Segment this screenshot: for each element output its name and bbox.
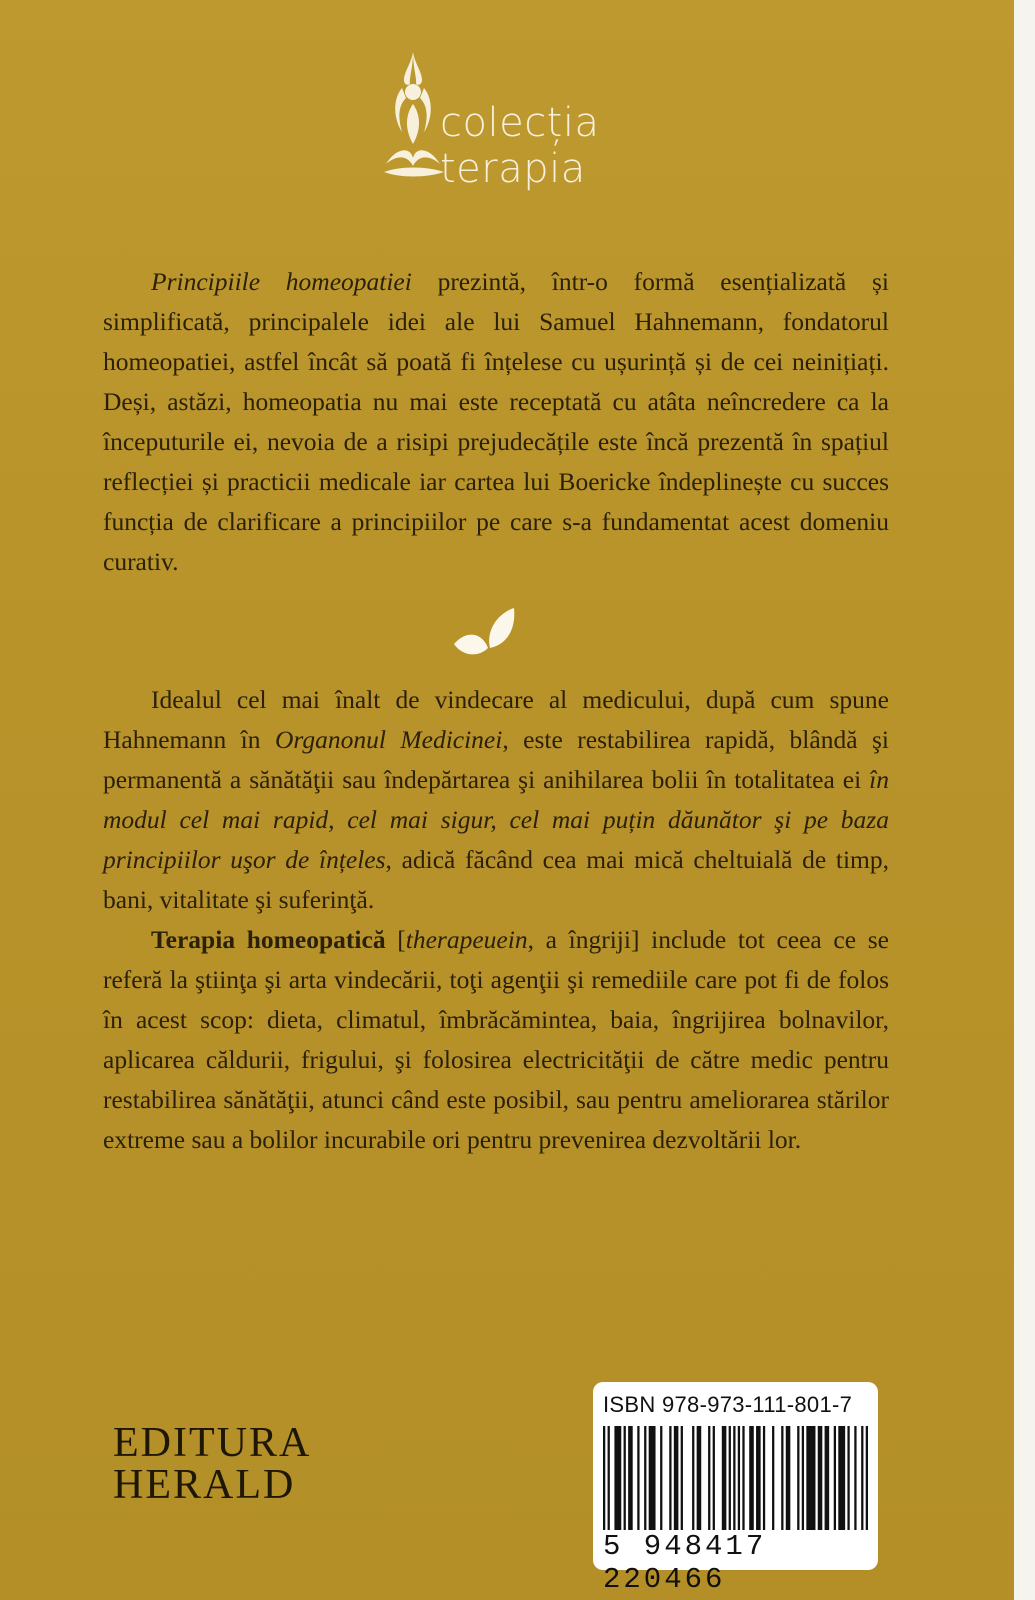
barcode-bar xyxy=(681,1426,683,1530)
barcode-bar xyxy=(847,1426,849,1530)
barcode-bar xyxy=(742,1426,744,1530)
barcode-bar xyxy=(644,1426,646,1530)
barcode-bar xyxy=(756,1426,761,1530)
barcode-bar xyxy=(786,1426,791,1530)
barcode-bar xyxy=(628,1426,633,1530)
collection-logo xyxy=(380,48,640,208)
barcode-bar xyxy=(802,1426,804,1530)
publisher-name xyxy=(113,1422,311,1506)
barcode-bar xyxy=(866,1426,868,1530)
ideal-paragraph: Idealul cel mai înalt de vindecare al medicului, după cum spune Hahnemann în Organonul Medicinei, este restabilirea rapidă, blândă şi permanentă a sănătăţii sau îndepărtarea şi anihilarea bolii în totalitatea ei în modul cel mai rapid, cel mai sigur, cel mai puțin dăunător şi pe baza principiilor uşor de înțeles, adică făcând cea mai mică cheltuială de timp, bani, vitalitate şi suferinţă. xyxy=(103,685,889,914)
intro-paragraph xyxy=(103,262,889,582)
barcode-bar xyxy=(797,1426,799,1530)
leaf-ornament-icon xyxy=(452,604,522,662)
barcode-bar xyxy=(608,1426,610,1530)
book-title: Principiile homeopatiei xyxy=(151,267,412,296)
barcode-bar xyxy=(749,1426,754,1530)
barcode-bar xyxy=(763,1426,765,1530)
logo-text xyxy=(440,100,600,192)
organon-title: Organonul Medicinei xyxy=(274,725,503,754)
barcode-bar xyxy=(649,1426,656,1530)
barcode-bar xyxy=(834,1426,836,1530)
barcode-bar xyxy=(806,1426,815,1530)
barcode-bar xyxy=(781,1426,783,1530)
barcode-bar xyxy=(825,1426,830,1530)
barcode-bar xyxy=(729,1426,731,1530)
description-paragraphs xyxy=(103,680,889,1160)
barcode-bar xyxy=(674,1426,679,1530)
logo-line-2: terapia xyxy=(440,146,586,192)
barcode-bar xyxy=(861,1426,863,1530)
page-edge xyxy=(1014,0,1035,1600)
barcode-bar xyxy=(669,1426,671,1530)
barcode-bar xyxy=(708,1426,710,1530)
barcode-bar xyxy=(838,1426,845,1530)
therapy-paragraph: Terapia homeopatică [therapeuein, a îngriji] include tot ceea ce se referă la ştiinţa şi arta vindecării, toţi agenţii şi remediile care pot fi de folos în acest scop: dieta, climatul, îmbrăcămintea, baia, îngrijirea bolnavilor, aplicarea căldurii, frigului, şi folosirea electricităţii de către medic pentru restabilirea sănătăţii, atunci când este posibil, sau pentru ameliorarea stărilor extreme sau a bolilor incurabile ori pentru prevenirea dezvoltării lor. xyxy=(103,925,889,1154)
barcode-bar xyxy=(603,1426,605,1530)
barcode-icon xyxy=(603,1426,868,1530)
barcode-bar xyxy=(818,1426,823,1530)
barcode-bar xyxy=(772,1426,774,1530)
therapy-term: Terapia homeopatică xyxy=(151,925,386,954)
barcode-bar xyxy=(713,1426,715,1530)
barcode-bar xyxy=(660,1426,662,1530)
isbn-number: ISBN 978-973-111-801-7 xyxy=(603,1392,853,1417)
barcode-bar xyxy=(624,1426,626,1530)
logo-line-1: colecția xyxy=(440,100,600,146)
intro-text: prezintă, într-o formă esențializată și simplificată, principalele idei ale lui Samuel Hahnemann, fondatorul homeopatiei, astfel încât să poată fi înțelese cu ușurință și de cei neinițiați. Deși, astăzi, homeopatia nu mai este receptată cu atâta neîncredere ca la începuturile ei, nevoia de a risipi prejudecățile este încă prezentă în spațiul reflecției și practicii medicale iar cartea lui Boericke îndeplinește cu succes funcția de clarificare a principiilor pe care s-a fundamentat acest domeniu curativ. xyxy=(103,267,889,576)
ean-number: 5 948417 220466 xyxy=(603,1530,767,1596)
barcode-label xyxy=(593,1382,878,1596)
barcode-bar xyxy=(738,1426,740,1530)
barcode-bar xyxy=(637,1426,639,1530)
barcode-bar xyxy=(697,1426,702,1530)
barcode-bar xyxy=(733,1426,735,1530)
quoted-principle: în modul cel mai rapid, cel mai sigur, cel mai puțin dăunător şi pe baza principiilor uşor de înțeles xyxy=(103,765,889,874)
barcode-bar xyxy=(854,1426,856,1530)
publisher-line-1: EDITURA xyxy=(113,1420,312,1466)
barcode-bar xyxy=(722,1426,727,1530)
barcode-bar xyxy=(614,1426,621,1530)
publisher-line-2: HERALD xyxy=(113,1462,296,1508)
barcode-bar xyxy=(692,1426,694,1530)
greek-term: therapeuein xyxy=(405,925,528,954)
